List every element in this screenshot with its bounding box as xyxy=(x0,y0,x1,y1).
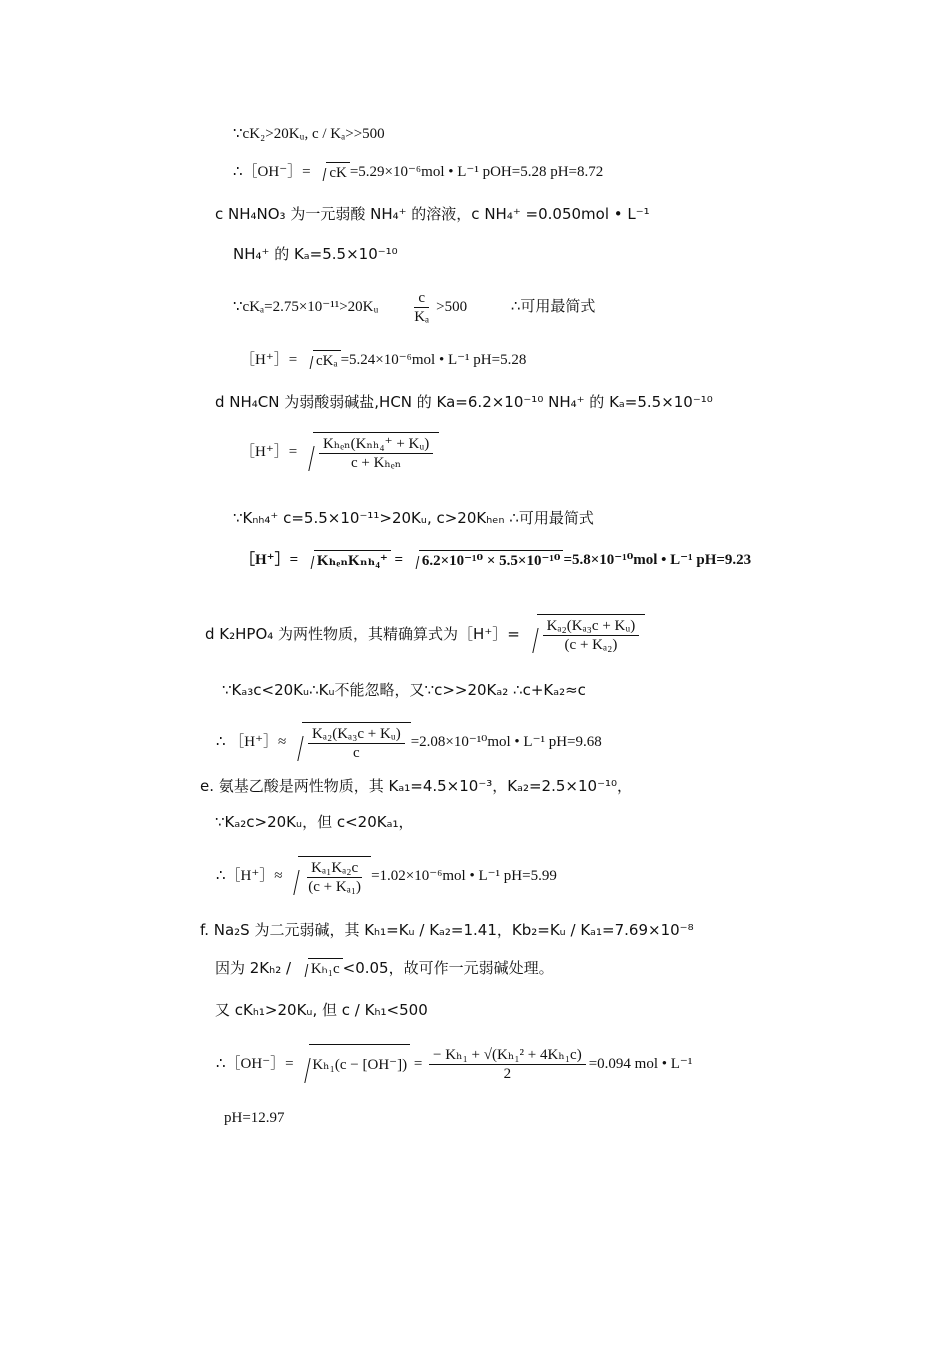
denominator: (c + Kₐ₂) xyxy=(564,637,618,653)
sqrt-icon xyxy=(314,162,350,183)
numerator: Kₐ₂(Kₐ₃c + Kᵤ) xyxy=(308,725,405,744)
line-15: ∵Kₐ₂c>20Kᵤ，但 c<20Kₐ₁， xyxy=(215,813,414,831)
text: =5.24×10⁻⁶mol • L⁻¹ pH=5.28 xyxy=(340,352,527,368)
line-2 xyxy=(233,162,603,183)
line-8 xyxy=(240,432,439,473)
text: ∴可用最简式 xyxy=(510,297,596,315)
text: <0.05，故可作一元弱碱处理。 xyxy=(342,959,554,978)
text: d K₂HPO₄ 为两性物质，其精确算式为［H⁺］= xyxy=(205,625,525,643)
radicand: cK xyxy=(326,162,350,183)
line-16 xyxy=(216,856,557,897)
fraction xyxy=(543,617,640,654)
sqrt-icon xyxy=(296,958,343,979)
sqrt-icon xyxy=(301,350,341,371)
text: ［H⁺］= xyxy=(240,444,301,460)
sqrt-icon xyxy=(297,1044,410,1085)
numerator: − Kₕ₁ + √(Kₕ₁² + 4Kₕ₁c) xyxy=(429,1046,586,1065)
radicand xyxy=(298,856,371,897)
text: ∴ ［H⁺］≈ xyxy=(216,734,291,750)
numerator: Kₐ₁Kₐ₂c xyxy=(307,859,362,878)
line-14: e. 氨基乙酸是两性物质，其 Kₐ₁=4.5×10⁻³，Kₐ₂=2.5×10⁻¹⁰， xyxy=(200,777,633,795)
line-9: ∵Kₙₕ₄⁺ c=5.5×10⁻¹¹>20Kᵤ, c>20Kₕₑₙ ∴可用最简式 xyxy=(233,509,594,527)
fraction xyxy=(410,289,433,326)
line-6 xyxy=(240,350,526,371)
numerator: c xyxy=(414,289,429,308)
line-19: 又 cKₕ₁>20Kᵤ, 但 c / Kₕ₁<500 xyxy=(215,1001,428,1019)
sqrt-icon xyxy=(290,722,411,763)
line-10 xyxy=(240,550,751,571)
sqrt-icon xyxy=(301,432,439,473)
line-3: c NH₄NO₃ 为一元弱酸 NH₄⁺ 的溶液，c NH₄⁺ =0.050mol • L⁻¹ xyxy=(215,205,650,223)
denominator: c xyxy=(353,745,360,762)
text: ∴［OH⁻］= xyxy=(233,164,315,180)
text: =5.29×10⁻⁶mol • L⁻¹ pOH=5.28 pH=8.72 xyxy=(349,164,604,180)
text: =2.08×10⁻¹⁰mol • L⁻¹ pH=9.68 xyxy=(410,734,602,750)
numerator: Kₕₑₙ(Kₙₕ₄⁺ + Kᵤ) xyxy=(319,435,433,454)
line-18 xyxy=(215,958,554,979)
fraction xyxy=(308,725,405,762)
text: ∵cKₐ=2.75×10⁻¹¹>20Kᵤ xyxy=(233,299,379,315)
text: ［H⁺］= xyxy=(240,552,302,568)
line-20 xyxy=(216,1044,692,1085)
line-17: f. Na₂S 为二元弱碱，其 Kₕ₁=Kᵤ / Kₐ₂=1.41，Kb₂=Kᵤ / Kₐ₁=7.69×10⁻⁸ xyxy=(200,921,694,939)
sqrt-icon xyxy=(302,550,391,571)
text: ∴［H⁺］≈ xyxy=(216,868,287,884)
denominator: (c + Kₐ₁) xyxy=(308,879,362,896)
radicand xyxy=(537,614,646,655)
radicand: cKₐ xyxy=(313,350,341,371)
line-13 xyxy=(216,722,602,763)
radicand xyxy=(313,432,439,473)
line-21: pH=12.97 xyxy=(224,1110,285,1126)
denominator: c + Kₕₑₙ xyxy=(350,455,402,472)
radicand: Kₕ₁c xyxy=(308,958,343,979)
sqrt-icon xyxy=(525,614,646,655)
radicand: KₕₑₙKₙₕ₄⁺ xyxy=(314,550,391,571)
text: = xyxy=(390,552,407,568)
text: =0.094 mol • L⁻¹ xyxy=(588,1056,693,1072)
sqrt-icon xyxy=(286,856,371,897)
line-5 xyxy=(233,286,595,327)
radicand xyxy=(302,722,411,763)
line-7: d NH₄CN 为弱酸弱碱盐,HCN 的 Ka=6.2×10⁻¹⁰ NH₄⁺ 的 Kₐ=5.5×10⁻¹⁰ xyxy=(215,393,713,411)
line-1: ∵cK₂>20Kᵤ, c / Kₐ>>500 xyxy=(233,126,385,142)
radicand: Kₕ₁(c − [OH⁻]) xyxy=(309,1044,410,1085)
text: =5.8×10⁻¹⁰mol • L⁻¹ pH=9.23 xyxy=(563,552,752,568)
fraction xyxy=(319,435,433,472)
numerator: Kₐ₂(Kₐ₃c + Kᵤ) xyxy=(543,617,640,636)
line-11 xyxy=(205,614,645,655)
text: = xyxy=(410,1056,427,1072)
text: ∴［OH⁻］= xyxy=(216,1056,298,1072)
denominator: Kₐ xyxy=(414,309,430,326)
sqrt-icon xyxy=(407,550,564,571)
text: ［H⁺］= xyxy=(240,352,301,368)
fraction xyxy=(429,1046,586,1083)
line-4: NH₄⁺ 的 Kₐ=5.5×10⁻¹⁰ xyxy=(233,245,398,263)
radicand: 6.2×10⁻¹⁰ × 5.5×10⁻¹⁰ xyxy=(419,550,564,571)
text: 因为 2Kₕ₂ / xyxy=(215,959,296,978)
line-12: ∵Kₐ₃c<20Kᵤ∴Kᵤ不能忽略，又∵c>>20Kₐ₂ ∴c+Kₐ₂≈c xyxy=(222,681,586,699)
denominator: 2 xyxy=(503,1066,512,1083)
fraction xyxy=(304,859,365,896)
text: >500 xyxy=(436,299,468,315)
text: =1.02×10⁻⁶mol • L⁻¹ pH=5.99 xyxy=(371,868,557,884)
